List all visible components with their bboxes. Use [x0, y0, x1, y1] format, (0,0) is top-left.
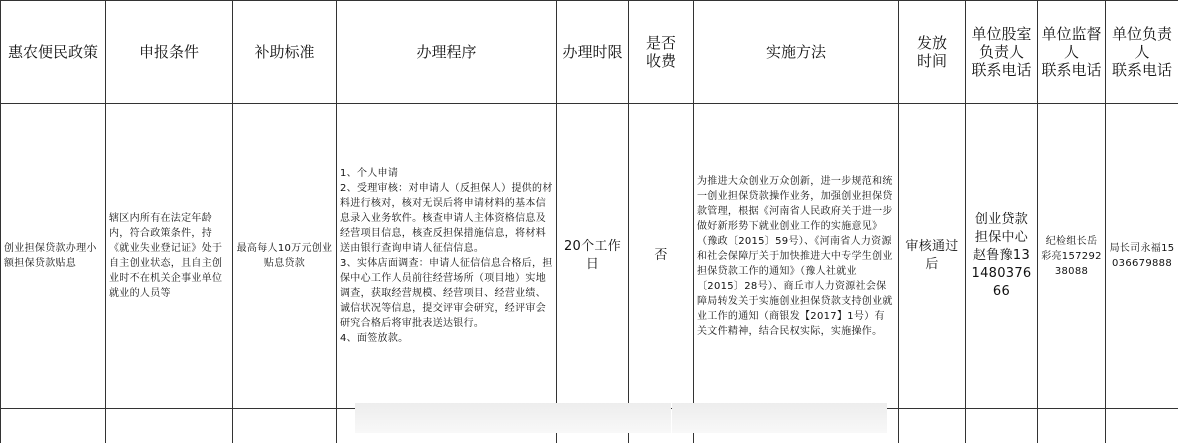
cell-method: 为推进大众创业万众创新，进一步规范和统一创业担保贷款操作业务，加强创业担保贷款管理，根据《河南省人民政府关于进一步做好新形势下就业创业工作的实施意见》（豫政〔2015〕59号）、《河南省人力资源和社会保障厅关于加快推进大中专学生创业担保贷款工作的通知》（豫人社就业〔2015〕28号）、商丘市人力资源社会保障局转发关于实施创业担保贷款支持创业就业工作的通知（商银发【2017】1号）有关文件精神，结合民权实际，实施操作。	[694, 104, 899, 409]
procedure-step-3: 3、实体店面调查：申请人征信信息合格后，担保中心工作人员前往经营场所（项目地）实地调查，获取经营规模、经营项目、经营业绩、诚信状况等信息，提交评审会研究，经评审会研究合格后将审批表送达银行。	[340, 256, 553, 331]
cell-leader: 局长司永福15036679888	[1106, 104, 1178, 409]
cell-procedure	[337, 104, 557, 409]
header-fee	[629, 1, 694, 104]
header-issue-time-line1: 发放	[902, 34, 962, 52]
header-unit-contact-line3: 联系电话	[969, 61, 1034, 79]
header-unit-contact	[966, 1, 1038, 104]
header-supervisor-line2: 人	[1041, 43, 1102, 61]
header-standard: 补助标准	[233, 1, 337, 104]
header-policy: 惠农便民政策	[1, 1, 106, 104]
procedure-step-4: 4、面签放款。	[340, 331, 553, 346]
header-issue-time-line2: 时间	[902, 52, 962, 70]
header-fee-line1: 是否	[632, 34, 690, 52]
header-unit-contact-line2: 负责人	[969, 43, 1034, 61]
cell-supervisor: 纪检组长岳彩亮15729238088	[1038, 104, 1106, 409]
table-row	[1, 104, 1178, 409]
header-conditions: 申报条件	[106, 1, 233, 104]
scan-smudge-right	[672, 403, 887, 433]
header-time-limit: 办理时限	[557, 1, 629, 104]
cell-policy: 创业担保贷款办理小额担保贷款贴息	[1, 104, 106, 409]
scan-smudge-left	[355, 403, 671, 433]
cell-time-limit: 20个工作日	[557, 104, 629, 409]
header-leader	[1106, 1, 1178, 104]
cell-unit-contact: 创业贷款担保中心赵鲁豫13148037666	[966, 104, 1038, 409]
header-unit-contact-line1: 单位股室	[969, 25, 1034, 43]
header-supervisor-line1: 单位监督	[1041, 25, 1102, 43]
header-procedure: 办理程序	[337, 1, 557, 104]
header-supervisor	[1038, 1, 1106, 104]
procedure-step-2: 2、受理审核：对申请人（反担保人）提供的材料进行核对，核对无误后将申请材料的基本信息录入业务软件。核查申请人主体资格信息及经营项目信息，核查反担保措施信息，将材料送由银行查询申请人征信信息。	[340, 181, 553, 256]
cell-issue-time: 审核通过后	[899, 104, 966, 409]
header-supervisor-line3: 联系电话	[1041, 61, 1102, 79]
header-issue-time	[899, 1, 966, 104]
header-leader-line3: 联系电话	[1109, 61, 1175, 79]
header-leader-line1: 单位负责	[1109, 25, 1175, 43]
header-row	[1, 1, 1178, 104]
header-leader-line2: 人	[1109, 43, 1175, 61]
cell-fee: 否	[629, 104, 694, 409]
procedure-step-1: 1、个人申请	[340, 166, 553, 181]
cell-standard: 最高每人10万元创业贴息贷款	[233, 104, 337, 409]
header-method: 实施方法	[694, 1, 899, 104]
cell-conditions: 辖区内所有在法定年龄内，符合政策条件，持《就业失业登记证》处于自主创业状态，且自主创业时不在机关企事业单位就业的人员等	[106, 104, 233, 409]
header-fee-line2: 收费	[632, 52, 690, 70]
